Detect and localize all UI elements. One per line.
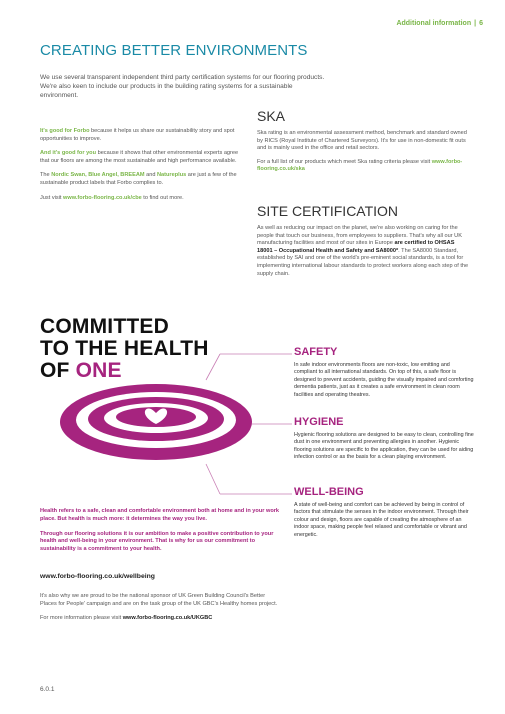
left-p3-and: and: [144, 172, 157, 179]
left-column: [40, 128, 240, 209]
left-paragraph-4: [40, 195, 240, 203]
left-p1-rest: because it helps us share our sustainability story and spot opportunities to improve.: [40, 128, 235, 142]
ska-paragraph-2: [257, 159, 467, 174]
ukgbc-paragraph-1: It's also why we are proud to be the national sponsor of UK Green Building Council's Better Places for People' campaign and are on the task group of the UK GBC's Healthy homes project.: [40, 593, 278, 607]
wellbeing-link[interactable]: www.forbo-flooring.co.uk/wellbeing: [40, 573, 155, 580]
ukgbc-link[interactable]: www.forbo-flooring.co.uk/UKGBC: [122, 615, 213, 622]
hygiene-body: Hygienic flooring solutions are designed to be easy to clean, controlling fine dust in one environment and preventing allergies in another. Hygienic flooring solutions are specific to the application, they can be used for aiding infection control or as the basis for a clean playing environment.: [294, 432, 474, 461]
ska-p2-pre: For a full list of our products which meet Ska rating criteria please visit: [257, 158, 432, 165]
left-paragraph-3: [40, 172, 240, 187]
header-section: Additional information: [396, 20, 472, 27]
health-statement: [40, 508, 290, 561]
site-cert-rest: . The SA8000 Standard, established by SAI and one of the world's pre-eminent social standards, is a tool for implementing international labour standards to protect workers along each step of the supply chain.: [257, 247, 469, 277]
committed-line-1: COMMITTED: [40, 315, 169, 338]
heart-rings-graphic: [40, 337, 300, 500]
intro-paragraph: We use several transparent independent third party certification systems for our flooring products. We're also keen to include our products in the building rating systems for a sustainable environment.: [40, 74, 325, 99]
ska-body: [257, 130, 467, 180]
ukgbc-p2-pre: For more information please visit: [40, 615, 123, 622]
left-p4-rest: to find out more.: [141, 194, 184, 201]
left-p3-natureplus: Natureplus: [157, 172, 187, 179]
wellbeing-heading: WELL-BEING: [294, 486, 364, 498]
safety-heading: SAFETY: [294, 346, 338, 358]
site-cert-bold: are certified to OHSAS 18001 – Occupational Health and Safety and SA8000*: [257, 240, 455, 254]
left-p4-pre: Just visit: [40, 194, 64, 201]
committed-line-3-pre: OF: [40, 359, 76, 382]
header-page-number: 6: [479, 20, 483, 27]
hygiene-heading: HYGIENE: [294, 416, 344, 428]
cbe-link[interactable]: www.forbo-flooring.co.uk/cbe: [63, 194, 142, 201]
committed-line-2: TO THE HEALTH: [40, 337, 209, 360]
page-header: [396, 20, 483, 27]
site-certification-heading: SITE CERTIFICATION: [257, 203, 399, 219]
left-p3-rest: are just a few of the sustainable product labels that Forbo complies to.: [40, 172, 237, 186]
wellbeing-body: A state of well-being and comfort can be achieved by being in control of factors that stimulate the senses in the indoor environment. Through their colour and design, floors are capable of creating the atmosphere of an indoor space, making people feel relaxed and comfortable or vibrant and energetic.: [294, 502, 469, 538]
ska-heading: SKA: [257, 108, 286, 124]
health-paragraph-2: Through our flooring solutions it is our ambition to make a positive contribution to your health and well-being in your environment. That is why for us our commitment to sustainability is a commitment to your health.: [40, 530, 274, 553]
left-p2-lead: And it's good for you: [40, 150, 97, 157]
ukgbc-paragraph-2: [40, 615, 280, 623]
left-p1-lead: It's good for Forbo: [40, 128, 90, 134]
ukgbc-section: [40, 593, 280, 630]
safety-body: In safe indoor environments floors are non-toxic, low emitting and compliant to all international standards. On top of this, a safe floor is designed to prevent accidents, guiding the visually impaired and comforting dementia patients, just as it creates a safe environment in clean room facilities and operating theatres.: [294, 362, 474, 398]
left-p3-pre: The: [40, 172, 52, 179]
left-p3-labels: Nordic Swan, Blue Angel, BREEAM: [51, 172, 145, 179]
wellbeing-connector-diagonal: [206, 464, 220, 494]
safety-connector-diagonal: [206, 354, 220, 380]
left-p2-rest: because it shows that other environmental experts agree that our floors are among the most sustainable and high performance available.: [40, 150, 239, 164]
left-paragraph-1: [40, 128, 240, 143]
header-separator: |: [474, 20, 477, 27]
page-title: CREATING BETTER ENVIRONMENTS: [40, 42, 308, 59]
ska-paragraph-1: Ska rating is an environmental assessment method, benchmark and standard owned by RICS (Royal Institute of Chartered Surveyors). It's for use in non-domestic fit outs and is mainly used in the office and retail sectors.: [257, 130, 467, 152]
site-certification-body: [257, 225, 469, 278]
committed-line-3-accent: ONE: [75, 359, 122, 382]
site-cert-pre: As well as reducing our impact on the planet, we're also working on caring for the people that touch our business, from employees to suppliers. That's why all our UK manufacturing facilities and most of our sites in Europe: [257, 225, 462, 247]
health-paragraph-1: Health refers to a safe, clean and comfortable environment both at home and in your work place. But health is much more: it determines the way you live.: [40, 508, 280, 522]
left-paragraph-2: [40, 150, 240, 165]
page-footer-number: 6.0.1: [40, 686, 55, 693]
ska-link[interactable]: www.forbo-flooring.co.uk/ska: [257, 158, 463, 173]
